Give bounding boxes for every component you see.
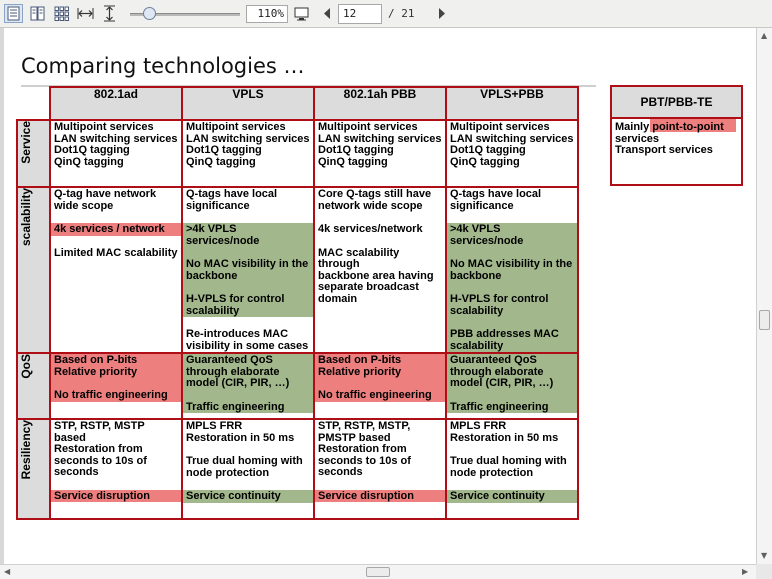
cell-text-block: MPLS FRR Restoration in 50 ms [450, 420, 559, 444]
fullscreen-icon[interactable] [292, 4, 311, 23]
table-row [17, 120, 578, 187]
cell-text-block: Guaranteed QoS through elaborate model (CIR, PIR, …) [447, 354, 577, 390]
cell-spacer [183, 282, 313, 293]
cell-text-block: >4k VPLS services/node [447, 223, 577, 247]
cell-spacer [183, 444, 313, 455]
cell-text-block: Traffic engineering [183, 401, 313, 414]
cell-spacer [447, 317, 577, 328]
row-label-service [17, 120, 50, 187]
table-cell [446, 419, 578, 519]
horizontal-scrollbar[interactable] [0, 564, 756, 579]
row-label-text: Service [18, 121, 33, 164]
cell-text-block: H-VPLS for control scalability [447, 293, 577, 317]
vertical-scrollbar[interactable] [756, 28, 772, 564]
table-row [17, 187, 578, 353]
next-page-icon[interactable] [432, 4, 451, 23]
cell-text-block: Re-introduces MAC visibility in some cases [186, 328, 309, 352]
table-cell [314, 120, 446, 187]
column-header: 802.1ad [50, 87, 182, 120]
pbt-line2: services [615, 132, 660, 145]
cell-spacer [51, 479, 181, 490]
table-cell [182, 187, 314, 353]
cell-spacer [51, 212, 181, 223]
cell-spacer [315, 236, 445, 247]
cell-spacer [447, 479, 577, 490]
cell-spacer [447, 247, 577, 258]
pbt-body [612, 119, 741, 157]
cell-spacer [315, 212, 445, 223]
table-cell [50, 120, 182, 187]
table-cell [182, 120, 314, 187]
cell-text-block: >4k VPLS services/node [183, 223, 313, 247]
table-cell [182, 419, 314, 519]
cell-text-block: Multipoint services LAN switching services Dot1Q tagging QinQ tagging [450, 121, 574, 168]
pbt-line1-highlight: point-to-point [652, 121, 724, 133]
pbt-box [610, 85, 743, 186]
single-page-view-icon[interactable] [4, 4, 23, 23]
scroll-up-icon[interactable]: ▲ [761, 31, 768, 40]
fit-height-icon[interactable] [100, 4, 119, 23]
cell-spacer [51, 236, 181, 247]
cell-text-block: Service continuity [447, 490, 577, 503]
thumbnail-view-icon[interactable] [52, 4, 71, 23]
row-label-text: QoS [18, 354, 33, 379]
cell-spacer [183, 479, 313, 490]
cell-spacer [447, 212, 577, 223]
horizontal-scroll-thumb[interactable] [366, 567, 390, 577]
cell-text-block: PBB addresses MAC scalability [447, 328, 577, 352]
cell-text-block: Limited MAC scalability [54, 246, 178, 259]
table-corner [17, 87, 50, 120]
previous-page-icon[interactable] [318, 4, 337, 23]
table-cell [446, 187, 578, 353]
cell-spacer [315, 479, 445, 490]
cell-text-block: H-VPLS for control scalability [183, 293, 313, 317]
zoom-slider-thumb[interactable] [143, 7, 156, 20]
scroll-down-icon[interactable]: ▼ [761, 551, 768, 560]
column-header: 802.1ah PBB [314, 87, 446, 120]
column-header: VPLS [182, 87, 314, 120]
cell-text-block: No traffic engineering [315, 389, 445, 402]
cell-spacer [51, 378, 181, 389]
cell-text-block: STP, RSTP, MSTP based Restoration from seconds to 10s of seconds [54, 420, 147, 478]
cell-text-block: Multipoint services LAN switching services Dot1Q tagging QinQ tagging [318, 121, 442, 168]
table-cell [314, 353, 446, 419]
fit-width-icon[interactable] [76, 4, 95, 23]
table-cell [314, 187, 446, 353]
cell-spacer [183, 317, 313, 328]
cell-text-block: No traffic engineering [51, 389, 181, 402]
table-row [17, 353, 578, 419]
table-cell [446, 353, 578, 419]
table-cell [50, 353, 182, 419]
row-label-text: scalability [18, 188, 33, 247]
cell-text-block: Q-tags have local significance [186, 188, 278, 212]
vertical-scroll-thumb[interactable] [759, 310, 770, 330]
cell-text-block: Traffic engineering [447, 401, 577, 414]
cell-text-block: Guaranteed QoS through elaborate model (CIR, PIR, …) [183, 354, 313, 390]
cell-spacer [447, 390, 577, 401]
continuous-view-icon[interactable] [28, 4, 47, 23]
cell-text-block: Based on P-bits Relative priority [51, 354, 181, 378]
table-cell [182, 353, 314, 419]
slide-title: Comparing technologies … [21, 54, 305, 78]
row-label-qos [17, 353, 50, 419]
cell-spacer [447, 282, 577, 293]
row-label-scalability [17, 187, 50, 353]
pbt-line3: Transport services [615, 144, 713, 156]
cell-text-block: No MAC visibility in the backbone [447, 258, 577, 282]
document-page [4, 28, 756, 564]
table-cell [50, 187, 182, 353]
table-row [17, 419, 578, 519]
table-cell [446, 120, 578, 187]
pbt-line1-prefix: Mainly [615, 121, 653, 133]
comparison-table [16, 86, 579, 520]
cell-text-block: Based on P-bits Relative priority [315, 354, 445, 378]
scrollbar-corner [756, 564, 772, 579]
pbt-header: PBT/PBB-TE [612, 87, 741, 119]
page-number-field[interactable]: 12 [338, 4, 382, 24]
cell-text-block: Service disruption [51, 490, 181, 503]
cell-text-block: Service continuity [183, 490, 313, 503]
cell-spacer [315, 378, 445, 389]
cell-text-block: No MAC visibility in the backbone [183, 258, 313, 282]
cell-text-block: Multipoint services LAN switching services Dot1Q tagging QinQ tagging [54, 121, 178, 168]
cell-text-block: MPLS FRR Restoration in 50 ms [186, 420, 295, 444]
cell-text-block: MAC scalability through backbone area having separate broadcast domain [318, 246, 434, 305]
cell-spacer [183, 212, 313, 223]
cell-text-block: Q-tags have local significance [450, 188, 542, 212]
cell-spacer [183, 247, 313, 258]
row-label-text: Resiliency [18, 420, 33, 480]
cell-text-block: Core Q-tags still have network wide scope [318, 188, 432, 212]
cell-text-block: Q-tag have network wide scope [54, 188, 157, 212]
cell-spacer [447, 444, 577, 455]
cell-text-block: Multipoint services LAN switching services Dot1Q tagging QinQ tagging [186, 121, 310, 168]
row-label-resiliency [17, 419, 50, 519]
table-header-row [17, 87, 578, 120]
cell-text-block: STP, RSTP, MSTP, PMSTP based Restoration from seconds to 10s of seconds [318, 420, 411, 478]
zoom-level-field[interactable]: 110% [246, 5, 288, 23]
scroll-left-icon[interactable]: ◀ [4, 567, 11, 576]
cell-text-block: True dual homing with node protection [186, 455, 303, 479]
table-cell [50, 419, 182, 519]
page-total-label: / 21 [388, 7, 415, 20]
cell-text-block: Service disruption [315, 490, 445, 503]
cell-spacer [183, 390, 313, 401]
scroll-right-icon[interactable]: ▶ [742, 567, 749, 576]
viewer-toolbar [0, 0, 772, 28]
table-cell [314, 419, 446, 519]
cell-text-block: 4k services / network [51, 223, 181, 236]
cell-text-block: True dual homing with node protection [450, 455, 567, 479]
cell-text-block: 4k services/network [318, 223, 423, 235]
column-header: VPLS+PBB [446, 87, 578, 120]
